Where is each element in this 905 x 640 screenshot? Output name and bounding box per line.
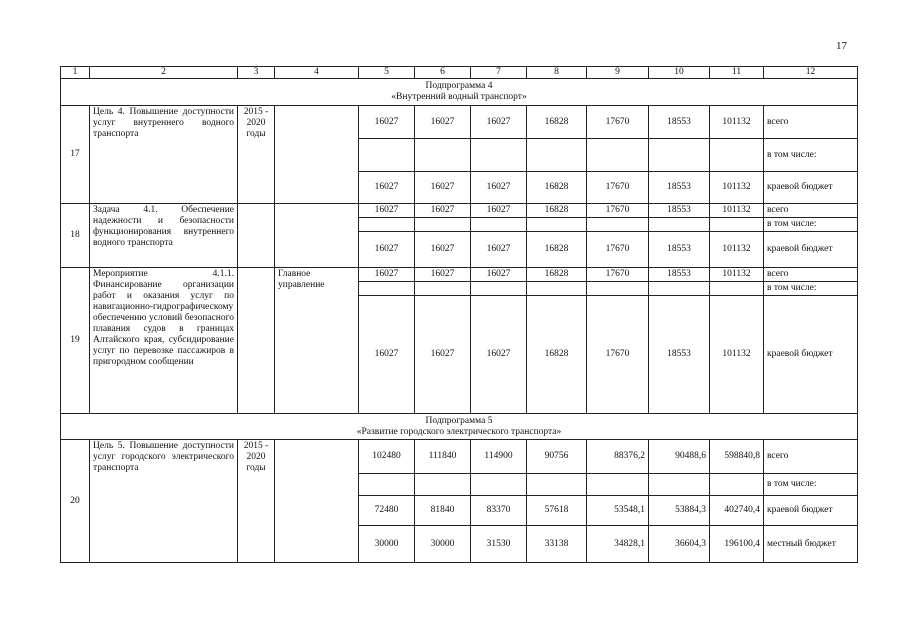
column-number: 7 (471, 67, 527, 79)
value-cell: 101132 (710, 268, 764, 282)
source-label: всего (764, 106, 858, 139)
source-label: в том числе: (764, 282, 858, 296)
value-cell: 30000 (359, 526, 415, 563)
value-cell: 16027 (471, 172, 527, 204)
column-number: 4 (275, 67, 359, 79)
value-cell: 16828 (527, 268, 587, 282)
value-cell: 101132 (710, 204, 764, 218)
table-row (61, 440, 858, 474)
value-cell: 101132 (710, 106, 764, 139)
value-cell: 16828 (527, 232, 587, 268)
value-cell: 16027 (359, 268, 415, 282)
value-cell: 18553 (649, 172, 710, 204)
column-number: 9 (587, 67, 649, 79)
value-cell: 16027 (415, 296, 471, 414)
table-row (61, 268, 858, 282)
source-label: в том числе: (764, 218, 858, 232)
value-cell: 18553 (649, 106, 710, 139)
value-cell: 111840 (415, 440, 471, 474)
source-label: всего (764, 204, 858, 218)
value-cell: 88376,2 (587, 440, 649, 474)
value-cell: 16027 (359, 106, 415, 139)
row-number: 17 (61, 106, 90, 204)
subprogram-name: «Внутренний водный транспорт» (391, 92, 527, 102)
value-cell: 18553 (649, 232, 710, 268)
column-number: 10 (649, 67, 710, 79)
value-cell: 16027 (359, 232, 415, 268)
row-period (238, 204, 275, 268)
value-cell: 53548,1 (587, 496, 649, 526)
subprogram-name: «Развитие городского электрического транспорта» (356, 426, 562, 437)
value-cell: 16027 (359, 296, 415, 414)
column-number: 2 (90, 67, 238, 79)
value-cell: 196100,4 (710, 526, 764, 563)
column-number: 5 (359, 67, 415, 79)
row-period: 2015 - 2020 годы (238, 106, 275, 204)
column-number: 1 (61, 67, 90, 79)
column-number: 12 (764, 67, 858, 79)
row-name: Мероприятие 4.1.1. Финансирование организации работ и оказания услуг по навигационно-гидрографическому обеспечению условий безопасного плавания судов в границах Алтайского края, субсидирование услуг по перевозке пассажиров в пригородном сообщении (90, 268, 238, 414)
value-cell: 30000 (415, 526, 471, 563)
value-cell: 17670 (587, 268, 649, 282)
subprogram-title: Подпрограмма 4 (425, 81, 493, 91)
column-number: 11 (710, 67, 764, 79)
subprogram-5-header (61, 414, 858, 440)
source-label: краевой бюджет (764, 496, 858, 526)
value-cell: 16027 (415, 106, 471, 139)
value-cell: 53884,3 (649, 496, 710, 526)
value-cell: 402740,4 (710, 496, 764, 526)
row-name: Цель 5. Повышение доступности услуг городского электрического транспорта (90, 440, 238, 563)
value-cell: 17670 (587, 232, 649, 268)
column-number: 3 (238, 67, 275, 79)
source-label: местный бюджет (764, 526, 858, 563)
row-number: 18 (61, 204, 90, 268)
row-name: Задача 4.1. Обеспечение надежности и безопасности функционирования внутреннего водного транспорта (90, 204, 238, 268)
value-cell: 36604,3 (649, 526, 710, 563)
value-cell: 16027 (471, 106, 527, 139)
column-number: 8 (527, 67, 587, 79)
column-number: 6 (415, 67, 471, 79)
program-table (60, 66, 858, 563)
value-cell: 90488,6 (649, 440, 710, 474)
row-executor: Главное управление (275, 268, 359, 414)
row-number: 20 (61, 440, 90, 563)
value-cell: 16027 (471, 296, 527, 414)
source-label: краевой бюджет (764, 232, 858, 268)
value-cell: 16027 (415, 232, 471, 268)
row-executor (275, 440, 359, 563)
value-cell: 16027 (471, 204, 527, 218)
source-label: в том числе: (764, 139, 858, 172)
value-cell: 16828 (527, 204, 587, 218)
value-cell: 17670 (587, 296, 649, 414)
row-period: 2015 - 2020 годы (238, 440, 275, 563)
value-cell: 18553 (649, 204, 710, 218)
source-label: всего (764, 440, 858, 474)
value-cell: 598840,8 (710, 440, 764, 474)
source-label: краевой бюджет (764, 172, 858, 204)
page-number: 17 (836, 40, 847, 52)
value-cell: 16828 (527, 296, 587, 414)
subprogram-4-header (61, 79, 858, 106)
table-row (61, 106, 858, 139)
column-numbers-row (61, 67, 858, 79)
value-cell: 81840 (415, 496, 471, 526)
value-cell: 101132 (710, 172, 764, 204)
row-period (238, 268, 275, 414)
row-executor (275, 204, 359, 268)
value-cell: 101132 (710, 232, 764, 268)
value-cell: 72480 (359, 496, 415, 526)
value-cell: 16027 (359, 172, 415, 204)
value-cell: 16027 (415, 172, 471, 204)
row-number: 19 (61, 268, 90, 414)
value-cell: 17670 (587, 106, 649, 139)
value-cell: 33138 (527, 526, 587, 563)
subprogram-title: Подпрограмма 5 (425, 415, 493, 426)
value-cell: 18553 (649, 268, 710, 282)
row-executor (275, 106, 359, 204)
value-cell: 17670 (587, 172, 649, 204)
value-cell: 16828 (527, 106, 587, 139)
value-cell: 16027 (471, 268, 527, 282)
source-label: в том числе: (764, 474, 858, 496)
value-cell: 90756 (527, 440, 587, 474)
value-cell: 16027 (415, 268, 471, 282)
source-label: краевой бюджет (764, 296, 858, 414)
value-cell: 16027 (471, 232, 527, 268)
value-cell: 17670 (587, 204, 649, 218)
value-cell: 102480 (359, 440, 415, 474)
value-cell: 16027 (415, 204, 471, 218)
table-row (61, 204, 858, 218)
value-cell: 34828,1 (587, 526, 649, 563)
value-cell: 16828 (527, 172, 587, 204)
value-cell: 18553 (649, 296, 710, 414)
value-cell: 31530 (471, 526, 527, 563)
value-cell: 101132 (710, 296, 764, 414)
value-cell: 57618 (527, 496, 587, 526)
row-name: Цель 4. Повышение доступности услуг внутреннего водного транспорта (90, 106, 238, 204)
value-cell: 114900 (471, 440, 527, 474)
source-label: всего (764, 268, 858, 282)
value-cell: 83370 (471, 496, 527, 526)
value-cell: 16027 (359, 204, 415, 218)
